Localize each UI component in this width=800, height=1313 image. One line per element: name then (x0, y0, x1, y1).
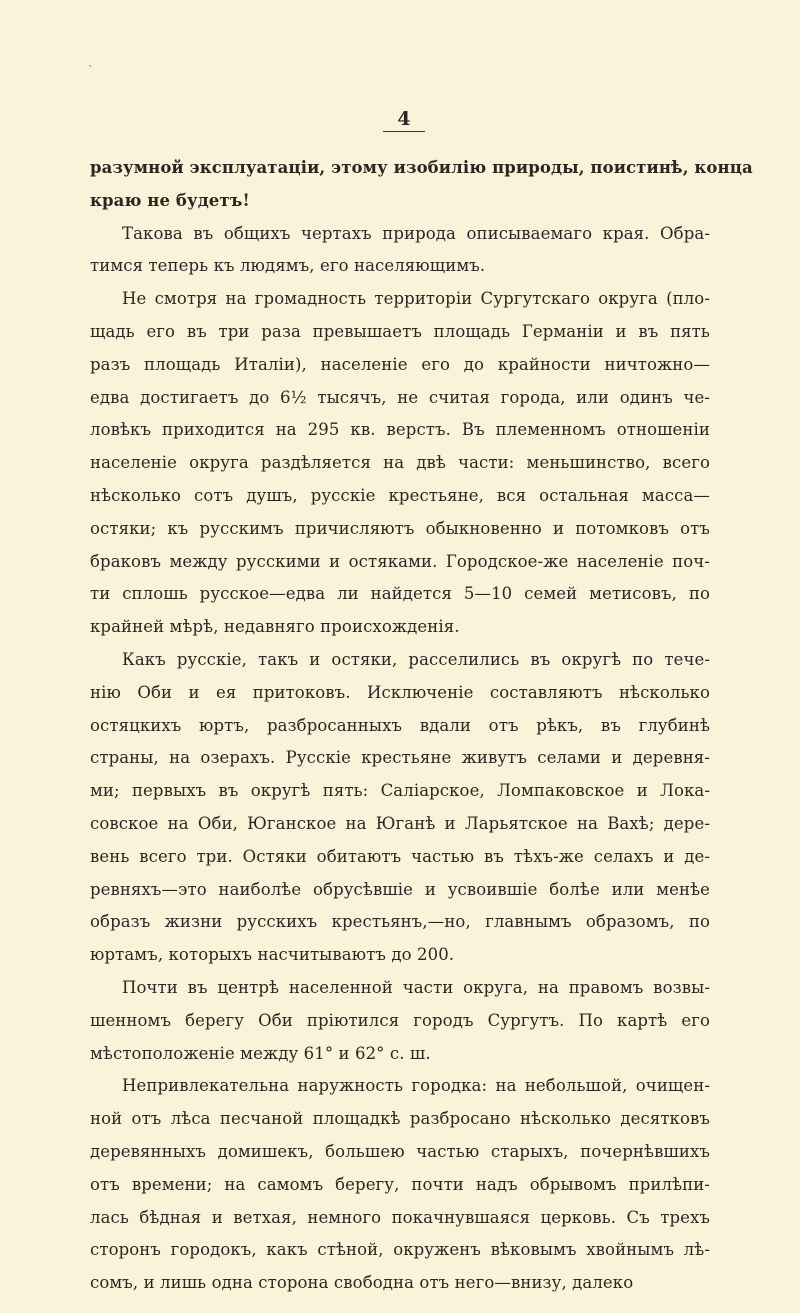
text-line: ми; первыхъ въ округѣ пять: Саліарское, Ломпаковское и Лока- (90, 781, 710, 801)
text-line: остяцкихъ юртъ, разбросанныхъ вдали отъ рѣкъ, въ глубинѣ (90, 715, 710, 735)
page-number-text: 4 (383, 108, 424, 132)
text-line: страны, на озерахъ. Русскіе крестьяне живутъ селами и деревня- (90, 748, 710, 768)
text-line: едва достигаетъ до 6½ тысячъ, не считая города, или одинъ че- (90, 387, 710, 407)
text-line: Почти въ центрѣ населенной части округа, на правомъ возвы- (122, 977, 710, 997)
text-line: населеніе округа раздѣляется на двѣ части: меньшинство, всего (90, 453, 710, 473)
text-line: разъ площадь Италіи), населеніе его до крайности ничтожно— (90, 354, 710, 374)
text-line: совское на Оби, Юганское на Юганѣ и Ларьятское на Вахѣ; дере- (90, 813, 710, 833)
text-line: Какъ русскіе, такъ и остяки, расселились въ округѣ по тече- (122, 649, 710, 669)
text-line: крайней мѣрѣ, недавняго происхожденія. (90, 617, 460, 637)
text-line: щадь его въ три раза превышаетъ площадь Германіи и въ пять (90, 321, 710, 341)
text-line: нію Оби и ея притоковъ. Исключеніе составляютъ нѣсколько (90, 682, 710, 702)
text-line: юртамъ, которыхъ насчитываютъ до 200. (90, 945, 455, 965)
text-line: тимся теперь къ людямъ, его населяющимъ. (90, 256, 486, 276)
text-line: вень всего три. Остяки обитаютъ частью въ тѣхъ-же селахъ и де- (90, 846, 710, 866)
text-line: сторонъ городокъ, какъ стѣной, окруженъ вѣковымъ хвойнымъ лѣ- (90, 1240, 710, 1260)
text-line: мѣстоположеніе между 61° и 62° с. ш. (90, 1043, 431, 1063)
text-line: Не смотря на громадность территоріи Сургутскаго округа (пло- (122, 289, 710, 309)
page-number (0, 108, 800, 132)
text-line: остяки; къ русскимъ причисляютъ обыкновенно и потомковъ отъ (90, 518, 710, 538)
text-line: сомъ, и лишь одна сторона свободна отъ него—внизу, далеко (90, 1273, 634, 1293)
text-line: ной отъ лѣса песчаной площадкѣ разбросано нѣсколько десятковъ (90, 1109, 710, 1129)
text-line: отъ времени; на самомъ берегу, почти надъ обрывомъ прилѣпи- (90, 1174, 710, 1194)
text-line: разумной эксплуатаціи, этому изобилію природы, поистинѣ, конца (90, 158, 753, 177)
scan-mark: ˎ (88, 52, 93, 68)
text-line: нѣсколько сотъ душъ, русскіе крестьяне, вся остальная масса— (90, 485, 710, 505)
text-line: деревянныхъ домишекъ, большею частью старыхъ, почернѣвшихъ (90, 1141, 710, 1161)
text-line: краю не будетъ! (90, 190, 250, 210)
text-line: образъ жизни русскихъ крестьянъ,—но, главнымъ образомъ, по (90, 912, 710, 932)
body-text (90, 152, 753, 1300)
text-line: лась бѣдная и ветхая, немного покачнувшаяся церковь. Съ трехъ (90, 1207, 710, 1227)
text-line: ловѣкъ приходится на 295 кв. верстъ. Въ племенномъ отношеніи (90, 420, 710, 440)
text-line: ти сплошь русское—едва ли найдется 5—10 семей метисовъ, по (90, 584, 710, 604)
text-line: ревняхъ—это наиболѣе обрусѣвшіе и усвоившіе болѣе или менѣе (90, 879, 710, 899)
text-line: шенномъ берегу Оби пріютился городъ Сургутъ. По картѣ его (90, 1010, 710, 1030)
text-line: браковъ между русскими и остяками. Городское-же населеніе поч- (90, 551, 710, 571)
text-line: Такова въ общихъ чертахъ природа описываемаго края. Обра- (122, 223, 710, 243)
text-line: Непривлекательна наружность городка: на небольшой, очищен- (122, 1076, 710, 1096)
